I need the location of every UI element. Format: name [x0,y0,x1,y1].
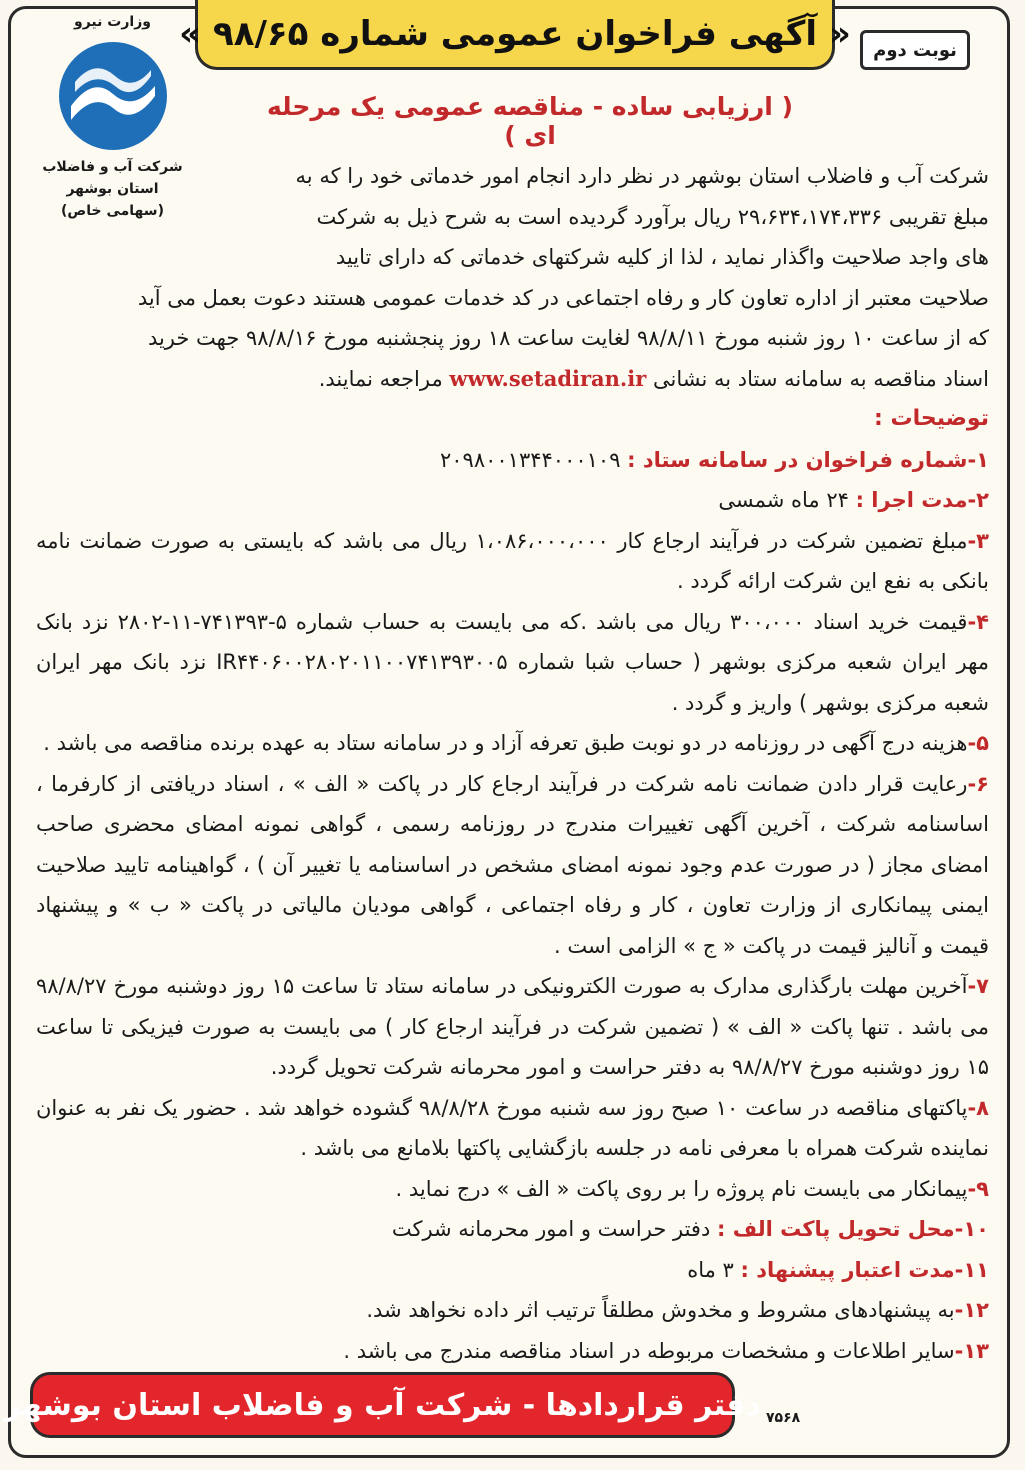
note-text: سایر اطلاعات و مشخصات مربوطه در اسناد مناقصه مندرج می باشد . [343,1338,955,1363]
intro-paragraph [36,156,989,399]
round-badge: نوبت دوم [860,30,970,70]
note-item [36,723,989,764]
note-label: محل تحویل پاکت الف : [716,1217,955,1241]
note-number: ۴- [967,609,989,634]
page-title: « آگهی فراخوان عمومی شماره ۹۸/۶۵ » [179,13,851,54]
note-text: آخرین مهلت بارگذاری مدارک به صورت الکترونیکی در سامانه ستاد تا ساعت ۱۵ روز دوشنبه مورخ ۹۸/۸/۲۷ می باشد . تنها پاکت « الف » ( تضمین شرکت در فرآیند ارجاع کار ) می بایست به صورت فیزیکی تا ساعت ۱۵ روز دوشنبه مورخ ۹۸/۸/۲۷ به دفتر حراست و امور محرمانه شرکت تحویل گردد. [36,974,989,1079]
note-item [36,1209,989,1250]
note-text: قیمت خرید اسناد ۳۰۰،۰۰۰ ریال می باشد .که می بایست به حساب شماره ۵-۷۴۱۳۹۳-۱۱-۲۸۰۲ نزد بانک مهر ایران شعبه مرکزی بوشهر ( حساب شبا شماره IR۴۴۰۶۰۰۲۸۰۲۰۱۱۰۰۷۴۱۳۹۳۰۰۵ نزد بانک مهر ایران شعبه مرکزی بوشهر ) واریز و گردد . [36,609,990,715]
note-number: ۳- [967,528,989,553]
note-item [36,602,989,724]
note-item [36,1250,989,1291]
subtitle: ( ارزیابی ساده - مناقصه عمومی یک مرحله ای ) [266,92,793,150]
note-text: هزینه درج آگهی در روزنامه در دو نوبت طبق تعرفه آزاد و در سامانه ستاد به عهده برنده مناقصه می باشد . [43,731,968,755]
note-number: ۸- [967,1095,989,1120]
company-name-line1: شرکت آب و فاضلاب [42,159,183,175]
note-number: ۷- [967,974,989,998]
note-item [36,1169,989,1210]
note-label: مدت اجرا : [855,488,968,512]
intro-line: شرکت آب و فاضلاب استان بوشهر در نظر دارد انجام امور خدماتی خود را که به [295,164,989,188]
company-name-line2: استان بوشهر [66,181,159,197]
note-label: شماره فراخوان در سامانه ستاد : [627,447,968,472]
ad-body [36,156,989,1371]
ministry-name: وزارت نیرو [74,14,151,30]
note-text: به پیشنهادهای مشروط و مخدوش مطلقاً ترتیب اثر داده نخواهد شد. [366,1298,955,1322]
note-number: ۱- [967,447,989,472]
water-company-logo-icon [53,36,173,156]
note-number: ۲- [967,488,989,512]
note-number: ۶- [967,771,989,796]
intro-line: که از ساعت ۱۰ روز شنبه مورخ ۹۸/۸/۱۱ لغایت ساعت ۱۸ روز پنجشنبه مورخ ۹۸/۸/۱۶ جهت خرید [147,326,989,350]
note-text: مبلغ تضمین شرکت در فرآیند ارجاع کار ۱،۰۸۶،۰۰۰،۰۰۰ ریال می باشد که بایستی به صورت ضمانت نامه بانکی به نفع این شرکت ارائه گردد . [36,528,989,593]
note-item [36,966,989,1088]
notes-list [36,440,989,1372]
intro-text: مراجعه نمایند. [318,366,443,391]
note-text: رعایت قرار دادن ضمانت نامه شرکت در فرآیند ارجاع کار در پاکت « الف » ، اسناد دریافتی از کارفرما ، اساسنامه شرکت ، آخرین آگهی تغییرات مندرج در روزنامه رسمی ، گواهی نمونه امضای محضری صاحب امضای مجاز ( در صورت عدم وجود نمونه امضای مشخص در اساسنامه یا تغییر آن ) ، گواهینامه تایید صلاحیت ایمنی پیمانکاری از وزارت تعاون ، کار و رفاه اجتماعی ، گواهی مودیان مالیاتی در پاکت « ب » و پیشنهاد قیمت و آنالیز قیمت در پاکت « ج » الزامی است . [36,771,989,958]
intro-line [36,359,989,400]
note-text: ۲۴ ماه شمسی [718,488,849,512]
note-text: پاکتهای مناقصه در ساعت ۱۰ صبح روز سه شنبه مورخ ۹۸/۸/۲۸ گشوده خواهد شد . حضور یک نفر به عنوان نماینده شرکت همراه با معرفی نامه در جلسه بازگشایی پاکتها بلامانع می باشد . [36,1095,989,1160]
note-item [36,1088,989,1169]
note-text: ۳ ماه [687,1257,734,1282]
notes-heading: توضیحات : [874,406,989,431]
footer-banner [3,1372,762,1438]
note-label: مدت اعتبار پیشنهاد : [740,1257,955,1282]
setad-url-link[interactable]: www.setadiran.ir [449,365,647,391]
note-item [36,440,989,481]
note-text: دفتر حراست و امور محرمانه شرکت [391,1217,711,1241]
note-number: ۱۲- [954,1298,989,1322]
note-item [36,480,989,521]
company-name-line3: (سهامی خاص) [61,203,164,219]
note-number: ۵- [967,731,989,755]
footer-text: دفتر قراردادها - شرکت آب و فاضلاب استان بوشهر [3,1387,762,1423]
intro-line: های واجد صلاحیت واگذار نماید ، لذا از کلیه شرکتهای خدماتی که دارای تایید [335,245,989,269]
note-number: ۱۳- [954,1338,989,1363]
note-item [36,764,989,967]
note-text: پیمانکار می بایست نام پروژه را بر روی پاکت « الف » درج نماید . [395,1176,968,1201]
ad-code: ۷۵۶۸ [766,1410,801,1426]
note-item [36,1331,989,1372]
intro-line: مبلغ تقریبی ۲۹،۶۳۴،۱۷۴،۳۳۶ ریال برآورد گردیده است به شرح ذیل به شرکت [316,204,989,229]
intro-line: صلاحیت معتبر از اداره تعاون کار و رفاه اجتماعی در کد خدمات عمومی هستند دعوت بعمل می آید [137,285,989,310]
note-number: ۱۰- [954,1217,989,1241]
note-number: ۹- [967,1176,989,1201]
title-banner [179,0,851,70]
note-item [36,1290,989,1331]
note-number: ۱۱- [954,1257,989,1282]
intro-text: اسناد مناقصه به سامانه ستاد به نشانی [652,366,989,391]
note-item [36,521,989,602]
note-text: ۲۰۹۸۰۰۱۳۴۴۰۰۰۱۰۹ [440,447,621,472]
